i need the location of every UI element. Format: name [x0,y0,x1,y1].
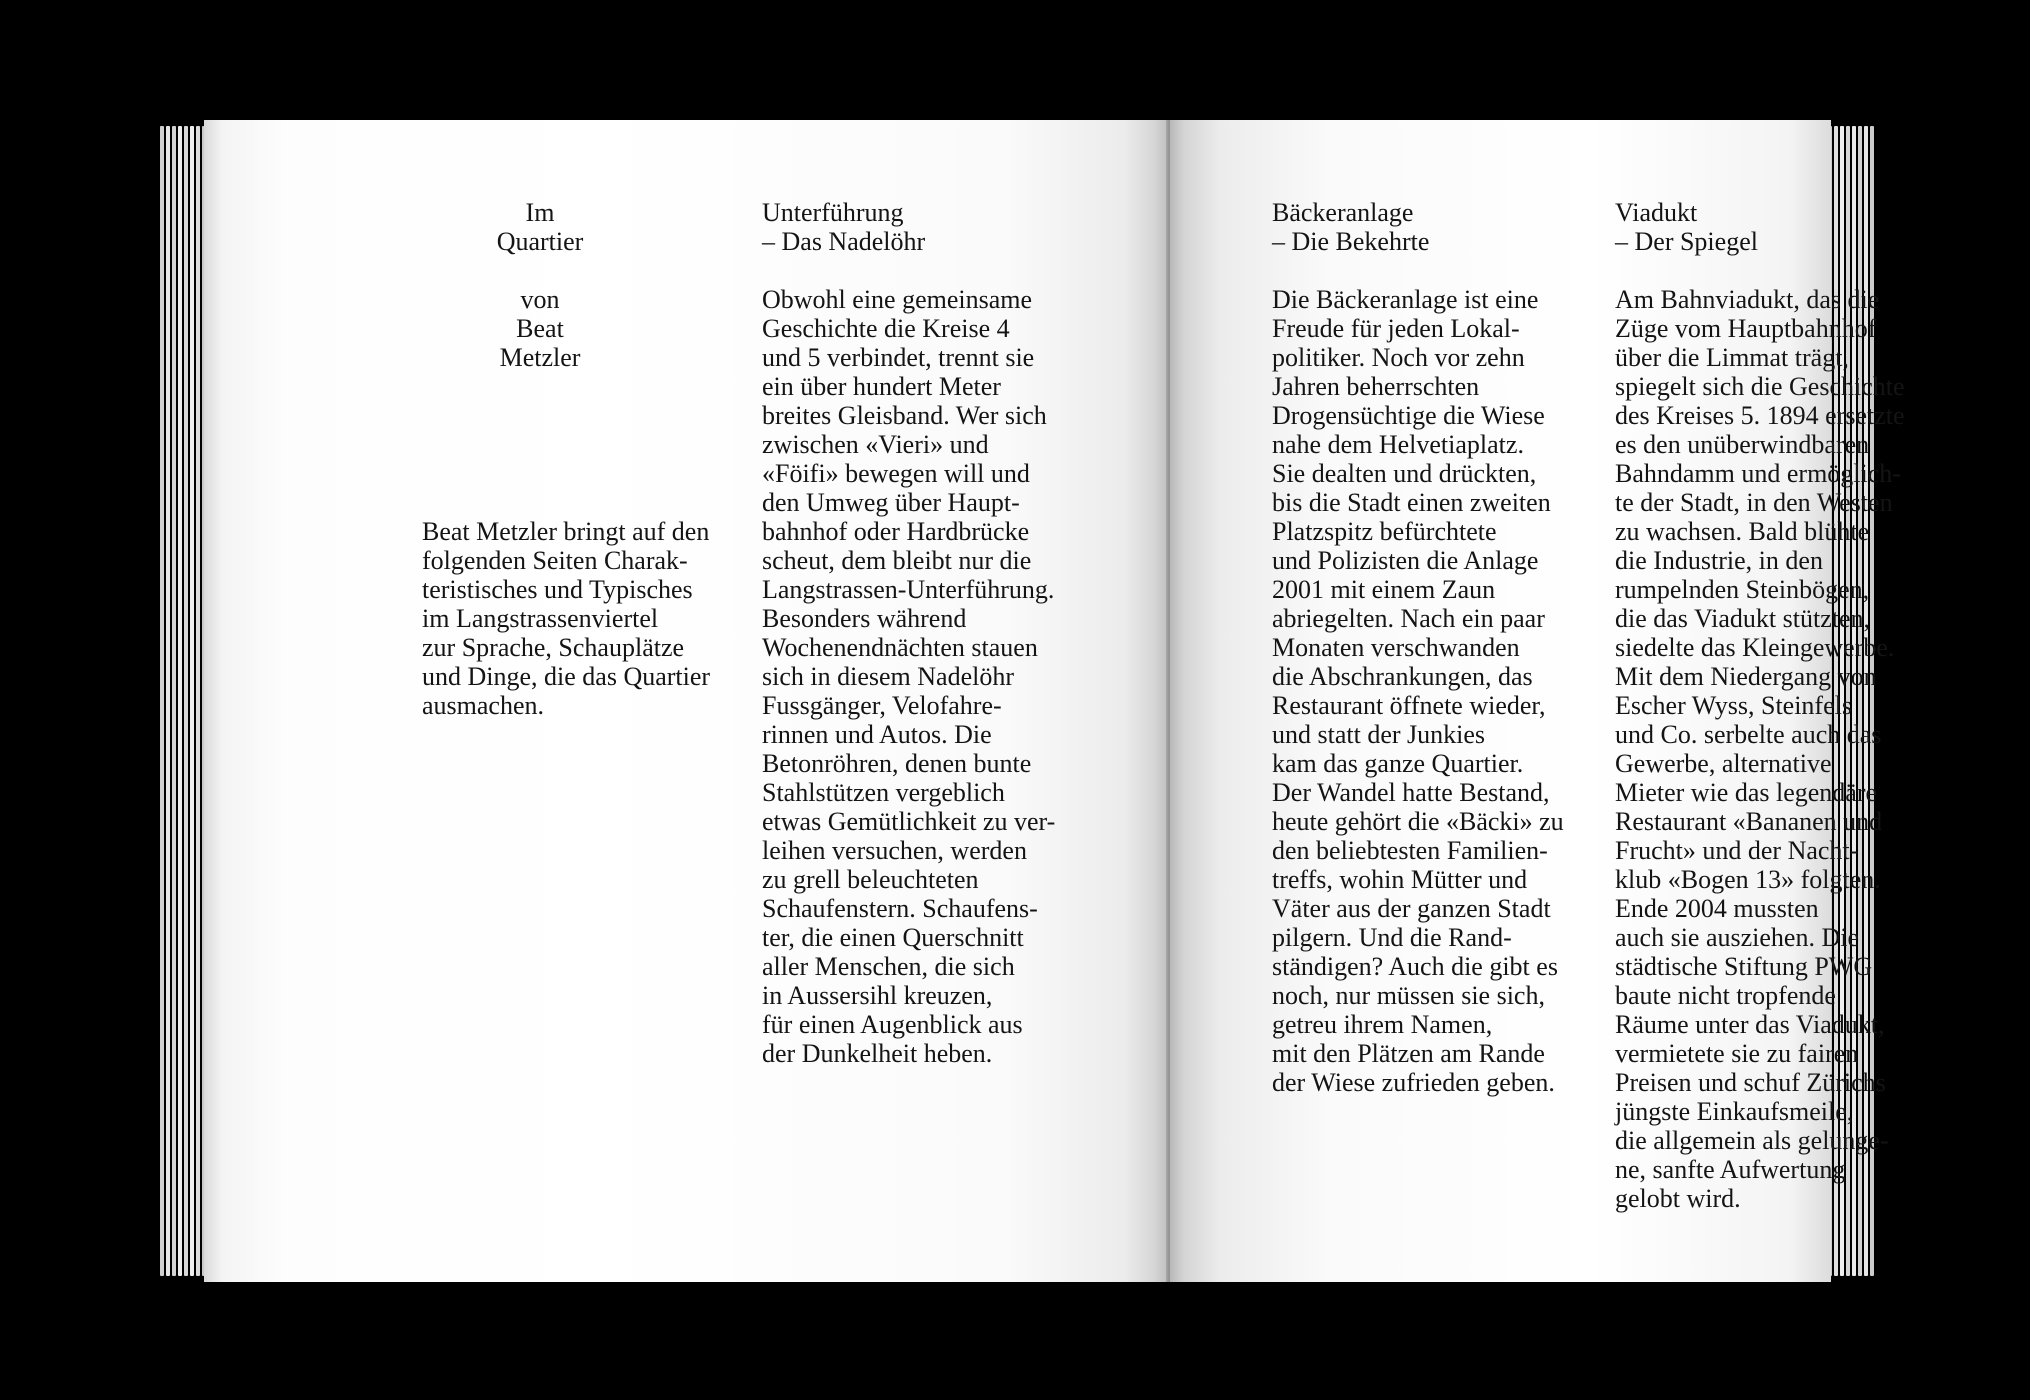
right-page [1170,120,1905,1282]
chapter-title: Im Quartier von Beat Metzler [496,198,584,372]
open-book [160,120,1905,1282]
section-heading-unterfuehrung: Unterführung – Das Nadelöhr [762,198,926,256]
section-body-viadukt: Am Bahnviadukt, das die Züge vom Hauptbahnhof über die Limmat trägt, spiegelt sich die Geschichte des Kreises 5. 1894 ersetzte es den unüberwindbaren Bahndamm und ermöglich- te der Stadt, in den Westen zu wachsen. Bald blühte die Industrie, in den rumpelnden Steinbögen, die das Viadukt stützten, siedelte das Kleingewerbe. Mit dem Niedergang von Escher Wyss, Steinfels und Co. serbelte auch das Gewerbe, alternative Mieter wie das legendäre Restaurant «Bananen und Frucht» und der Nacht- klub «Bogen 13» folgten. Ende 2004 mussten auch sie ausziehen. Die städtische Stiftung PWG baute nicht tropfende Räume unter das Viadukt, vermietete sie zu fairen Preisen und schuf Zürichs jüngste Einkaufsmeile, die allgemein als gelunge- ne, sanfte Aufwertung gelobt wird. [1615,285,1905,1213]
left-page-edges [160,126,206,1276]
section-heading-baeckeranlage: Bäckeranlage – Die Bekehrte [1272,198,1430,256]
section-body-unterfuehrung: Obwohl eine gemeinsame Geschichte die Kreise 4 und 5 verbindet, trennt sie ein über hundert Meter breites Gleisband. Wer sich zwischen «Vieri» und «Föifi» bewegen will und den Umweg über Haupt- bahnhof oder Hardbrücke scheut, dem bleibt nur die Langstrassen-Unterführung. Besonders während Wochenendnächten stauen sich in diesem Nadelöhr Fussgänger, Velofahre- rinnen und Autos. Die Betonröhren, denen bunte Stahlstützen vergeblich etwas Gemütlichkeit zu ver- leihen versuchen, werden zu grell beleuchteten Schaufenstern. Schaufens- ter, die einen Querschnitt aller Menschen, die sich in Aussersihl kreuzen, für einen Augenblick aus der Dunkelheit heben. [762,285,1056,1068]
section-body-baeckeranlage: Die Bäckeranlage ist eine Freude für jeden Lokal- politiker. Noch vor zehn Jahren beherrschten Drogensüchtige die Wiese nahe dem Helvetiaplatz. Sie dealten und drückten, bis die Stadt einen zweiten Platzspitz befürchtete und Polizisten die Anlage 2001 mit einem Zaun abriegelten. Nach ein paar Monaten verschwanden die Abschrankungen, das Restaurant öffnete wieder, und statt der Junkies kam das ganze Quartier. Der Wandel hatte Bestand, heute gehört die «Bäcki» zu den beliebtesten Familien- treffs, wohin Mütter und Väter aus der ganzen Stadt pilgern. Und die Rand- ständigen? Auch die gibt es noch, nur müssen sie sich, getreu ihrem Namen, mit den Plätzen am Rande der Wiese zufrieden geben. [1272,285,1564,1097]
section-heading-viadukt: Viadukt – Der Spiegel [1615,198,1758,256]
intro-text: Beat Metzler bringt auf den folgenden Seiten Charak- teristisches und Typisches im Langstrassenviertel zur Sprache, Schauplätze und Dinge, die das Quartier ausmachen. [422,517,711,720]
left-page [204,120,1170,1282]
